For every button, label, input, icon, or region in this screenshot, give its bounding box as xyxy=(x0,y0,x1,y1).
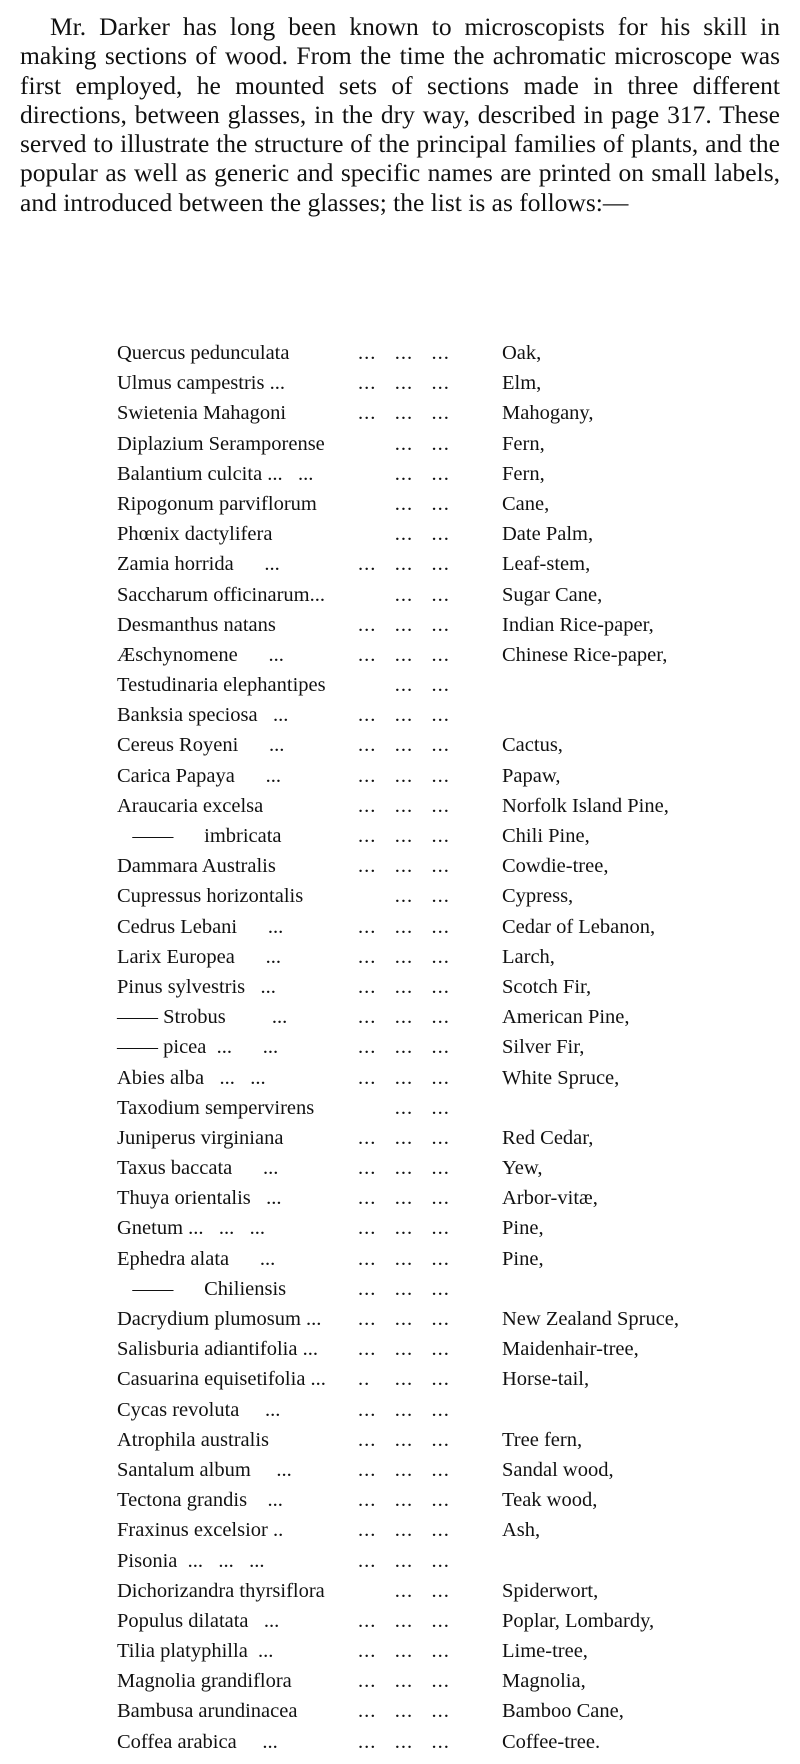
leader-dots: ... ... ... xyxy=(358,553,450,576)
leader-dots: ... ... ... xyxy=(358,855,450,878)
list-item xyxy=(0,489,800,519)
leader-dots: ... ... xyxy=(358,583,450,606)
list-item xyxy=(0,1696,800,1726)
common-name: Mahogany, xyxy=(502,402,594,425)
leader-dots: ... ... ... xyxy=(358,1187,450,1210)
latin-name: Phœnix dactylifera xyxy=(117,523,273,546)
common-name: Magnolia, xyxy=(502,1670,586,1693)
latin-name: Taxodium sempervirens xyxy=(117,1096,315,1119)
common-name: Lime-tree, xyxy=(502,1640,588,1663)
common-name: Ash, xyxy=(502,1519,541,1542)
latin-name: Casuarina equisetifolia ... xyxy=(117,1368,326,1391)
list-item xyxy=(0,1636,800,1666)
latin-name: Dichorizandra thyrsiflora xyxy=(117,1579,325,1602)
common-name: Yew, xyxy=(502,1157,543,1180)
leader-dots: ... ... ... xyxy=(358,1640,450,1663)
list-item xyxy=(0,730,800,760)
latin-name: —— picea ... ... xyxy=(117,1036,279,1059)
leader-dots: ... ... ... xyxy=(358,975,450,998)
common-name: Papaw, xyxy=(502,764,561,787)
list-item xyxy=(0,519,800,549)
leader-dots: ... ... ... xyxy=(358,613,450,636)
leader-dots: ... ... xyxy=(358,1579,450,1602)
list-item xyxy=(0,1606,800,1636)
common-name: White Spruce, xyxy=(502,1066,620,1089)
latin-name: Banksia speciosa ... xyxy=(117,704,289,727)
common-name: Cowdie-tree, xyxy=(502,855,609,878)
list-item xyxy=(0,580,800,610)
latin-name: Tectona grandis ... xyxy=(117,1489,283,1512)
leader-dots: ... ... ... xyxy=(358,342,450,364)
list-item xyxy=(0,1364,800,1394)
leader-dots: ... ... ... xyxy=(358,1398,450,1421)
common-name: Sandal wood, xyxy=(502,1458,614,1481)
common-name: Silver Fir, xyxy=(502,1036,585,1059)
leader-dots: .. ... ... xyxy=(358,1368,450,1391)
common-name: Indian Rice-paper, xyxy=(502,613,654,636)
common-name: Leaf-stem, xyxy=(502,553,591,576)
common-name: Oak, xyxy=(502,342,542,364)
latin-name: Juniperus virginiana xyxy=(117,1126,284,1149)
list-item xyxy=(0,700,800,730)
list-item xyxy=(0,549,800,579)
common-name: Norfolk Island Pine, xyxy=(502,794,669,817)
common-name: American Pine, xyxy=(502,1006,630,1029)
leader-dots: ... ... ... xyxy=(358,1126,450,1149)
common-name: Elm, xyxy=(502,372,542,395)
latin-name: Ephedra alata ... xyxy=(117,1247,276,1270)
common-name: New Zealand Spruce, xyxy=(502,1308,680,1330)
list-item xyxy=(0,881,800,911)
leader-dots: ... ... xyxy=(358,492,450,515)
leader-dots: ... ... ... xyxy=(358,825,450,847)
leader-dots: ... ... ... xyxy=(358,372,450,395)
common-name: Pine, xyxy=(502,1217,544,1240)
list-item xyxy=(0,1304,800,1334)
list-item xyxy=(0,972,800,1002)
common-name: Poplar, Lombardy, xyxy=(502,1609,655,1632)
latin-name: Taxus baccata ... xyxy=(117,1157,279,1180)
list-item xyxy=(0,1455,800,1485)
leader-dots: ... ... ... xyxy=(358,794,450,817)
common-name: Sugar Cane, xyxy=(502,583,603,606)
latin-name: Æschynomene ... xyxy=(117,643,284,666)
leader-dots: ... ... ... xyxy=(358,1609,450,1632)
list-item xyxy=(0,851,800,881)
leader-dots: ... ... ... xyxy=(358,1458,450,1481)
leader-dots: ... ... xyxy=(358,432,450,455)
leader-dots: ... ... ... xyxy=(358,643,450,666)
leader-dots: ... ... ... xyxy=(358,1217,450,1240)
common-name: Tree fern, xyxy=(502,1428,583,1451)
latin-name: Fraxinus excelsior .. xyxy=(117,1519,284,1542)
leader-dots: ... ... ... xyxy=(358,1428,450,1451)
latin-name: Populus dilatata ... xyxy=(117,1609,280,1632)
list-item xyxy=(0,1032,800,1062)
latin-name: Tilia platyphilla ... xyxy=(117,1640,274,1663)
list-item xyxy=(0,1213,800,1243)
latin-name: Araucaria excelsa xyxy=(117,794,264,817)
common-name: Bamboo Cane, xyxy=(502,1700,624,1723)
latin-name: Testudinaria elephantipes xyxy=(117,674,326,697)
latin-name: Balantium culcita ... ... xyxy=(117,462,314,485)
list-item xyxy=(0,670,800,700)
latin-name: Dacrydium plumosum ... xyxy=(117,1308,322,1330)
leader-dots: ... ... ... xyxy=(358,945,450,968)
list-item xyxy=(0,640,800,670)
latin-name: Desmanthus natans xyxy=(117,613,276,636)
common-name: Scotch Fir, xyxy=(502,975,592,998)
latin-name: Carica Papaya ... xyxy=(117,764,281,787)
common-name: Chili Pine, xyxy=(502,825,590,847)
leader-dots: ... ... ... xyxy=(358,734,450,757)
common-name: Horse-tail, xyxy=(502,1368,590,1391)
list-item xyxy=(0,1666,800,1696)
leader-dots: ... ... xyxy=(358,462,450,485)
leader-dots: ... ... ... xyxy=(358,1519,450,1542)
leader-dots: ... ... xyxy=(358,1096,450,1119)
list-item xyxy=(0,1515,800,1545)
list-item xyxy=(0,942,800,972)
leader-dots: ... ... ... xyxy=(358,1247,450,1270)
latin-name: Abies alba ... ... xyxy=(117,1066,266,1089)
latin-name: Bambusa arundinacea xyxy=(117,1700,298,1723)
leader-dots: ... ... ... xyxy=(358,1277,450,1300)
latin-name: —— Chiliensis xyxy=(117,1277,287,1300)
list-item xyxy=(0,791,800,821)
latin-name: Cupressus horizontalis xyxy=(117,885,304,908)
latin-name: Atrophila australis xyxy=(117,1428,270,1451)
list-item xyxy=(0,368,800,398)
plant-list xyxy=(0,338,800,1757)
common-name: Date Palm, xyxy=(502,523,594,546)
common-name: Arbor-vitæ, xyxy=(502,1187,598,1210)
latin-name: Saccharum officinarum... xyxy=(117,583,325,606)
latin-name: Magnolia grandiflora xyxy=(117,1670,292,1693)
common-name: Maidenhair-tree, xyxy=(502,1338,639,1361)
leader-dots: ... ... ... xyxy=(358,1157,450,1180)
leader-dots: ... ... ... xyxy=(358,1549,450,1572)
latin-name: Ulmus campestris ... xyxy=(117,372,285,395)
latin-name: —— imbricata xyxy=(117,825,282,847)
leader-dots: ... ... ... xyxy=(358,1308,450,1330)
list-item xyxy=(0,338,800,368)
list-item xyxy=(0,1002,800,1032)
latin-name: Cereus Royeni ... xyxy=(117,734,285,757)
leader-dots: ... ... ... xyxy=(358,1700,450,1723)
list-item xyxy=(0,1485,800,1515)
leader-dots: ... ... ... xyxy=(358,1036,450,1059)
common-name: Cedar of Lebanon, xyxy=(502,915,656,938)
list-item xyxy=(0,1183,800,1213)
list-item xyxy=(0,1425,800,1455)
common-name: Cactus, xyxy=(502,734,563,757)
list-item xyxy=(0,1244,800,1274)
latin-name: Swietenia Mahagoni xyxy=(117,402,287,425)
leader-dots: ... ... ... xyxy=(358,1338,450,1361)
leader-dots: ... ... ... xyxy=(358,704,450,727)
common-name: Chinese Rice-paper, xyxy=(502,643,668,666)
list-item xyxy=(0,1063,800,1093)
common-name: Cypress, xyxy=(502,885,574,908)
leader-dots: ... ... xyxy=(358,885,450,908)
list-item xyxy=(0,459,800,489)
latin-name: Cedrus Lebani ... xyxy=(117,915,284,938)
list-item xyxy=(0,761,800,791)
latin-name: Ripogonum parviflorum xyxy=(117,492,317,515)
list-item xyxy=(0,1334,800,1364)
list-item xyxy=(0,1093,800,1123)
latin-name: Salisburia adiantifolia ... xyxy=(117,1338,318,1361)
leader-dots: ... ... ... xyxy=(358,764,450,787)
list-item xyxy=(0,1274,800,1304)
latin-name: Coffea arabica ... xyxy=(117,1730,278,1753)
latin-name: Pisonia ... ... ... xyxy=(117,1549,265,1572)
list-item xyxy=(0,821,800,851)
list-item xyxy=(0,398,800,428)
common-name: Fern, xyxy=(502,462,545,485)
latin-name: Zamia horrida ... xyxy=(117,553,280,576)
common-name: Larch, xyxy=(502,945,555,968)
leader-dots: ... ... ... xyxy=(358,1670,450,1693)
leader-dots: ... ... ... xyxy=(358,1730,450,1753)
common-name: Cane, xyxy=(502,492,550,515)
latin-name: Quercus pedunculata xyxy=(117,342,290,364)
intro-paragraph: Mr. Darker has long been known to microscopists for his skill in making sections of wood. From the time the achromatic microscope was first employed, he mounted sets of sections made in three different directions, between glasses, in the dry way, described in page 317. These served to illustrate the structure of the principal families of plants, and the popular as well as generic and specific names are printed on small labels, and introduced between the glasses; the list is as follows:— xyxy=(20,12,780,217)
list-item xyxy=(0,1395,800,1425)
latin-name: Cycas revoluta ... xyxy=(117,1398,281,1421)
common-name: Teak wood, xyxy=(502,1489,598,1512)
latin-name: Santalum album ... xyxy=(117,1458,292,1481)
leader-dots: ... ... xyxy=(358,674,450,697)
leader-dots: ... ... xyxy=(358,523,450,546)
list-item xyxy=(0,1727,800,1757)
list-item xyxy=(0,610,800,640)
list-item xyxy=(0,912,800,942)
common-name: Fern, xyxy=(502,432,545,455)
leader-dots: ... ... ... xyxy=(358,1066,450,1089)
leader-dots: ... ... ... xyxy=(358,1489,450,1512)
latin-name: Diplazium Seramporense xyxy=(117,432,325,455)
leader-dots: ... ... ... xyxy=(358,402,450,425)
list-item xyxy=(0,1153,800,1183)
latin-name: —— Strobus ... xyxy=(117,1006,288,1029)
list-item xyxy=(0,1576,800,1606)
list-item xyxy=(0,1123,800,1153)
leader-dots: ... ... ... xyxy=(358,915,450,938)
common-name: Spiderwort, xyxy=(502,1579,599,1602)
latin-name: Pinus sylvestris ... xyxy=(117,975,276,998)
common-name: Pine, xyxy=(502,1247,544,1270)
latin-name: Larix Europea ... xyxy=(117,945,281,968)
leader-dots: ... ... ... xyxy=(358,1006,450,1029)
list-item xyxy=(0,429,800,459)
common-name: Coffee-tree. xyxy=(502,1730,601,1753)
latin-name: Thuya orientalis ... xyxy=(117,1187,282,1210)
latin-name: Dammara Australis xyxy=(117,855,276,878)
latin-name: Gnetum ... ... ... xyxy=(117,1217,266,1240)
list-item xyxy=(0,1546,800,1576)
common-name: Red Cedar, xyxy=(502,1126,594,1149)
